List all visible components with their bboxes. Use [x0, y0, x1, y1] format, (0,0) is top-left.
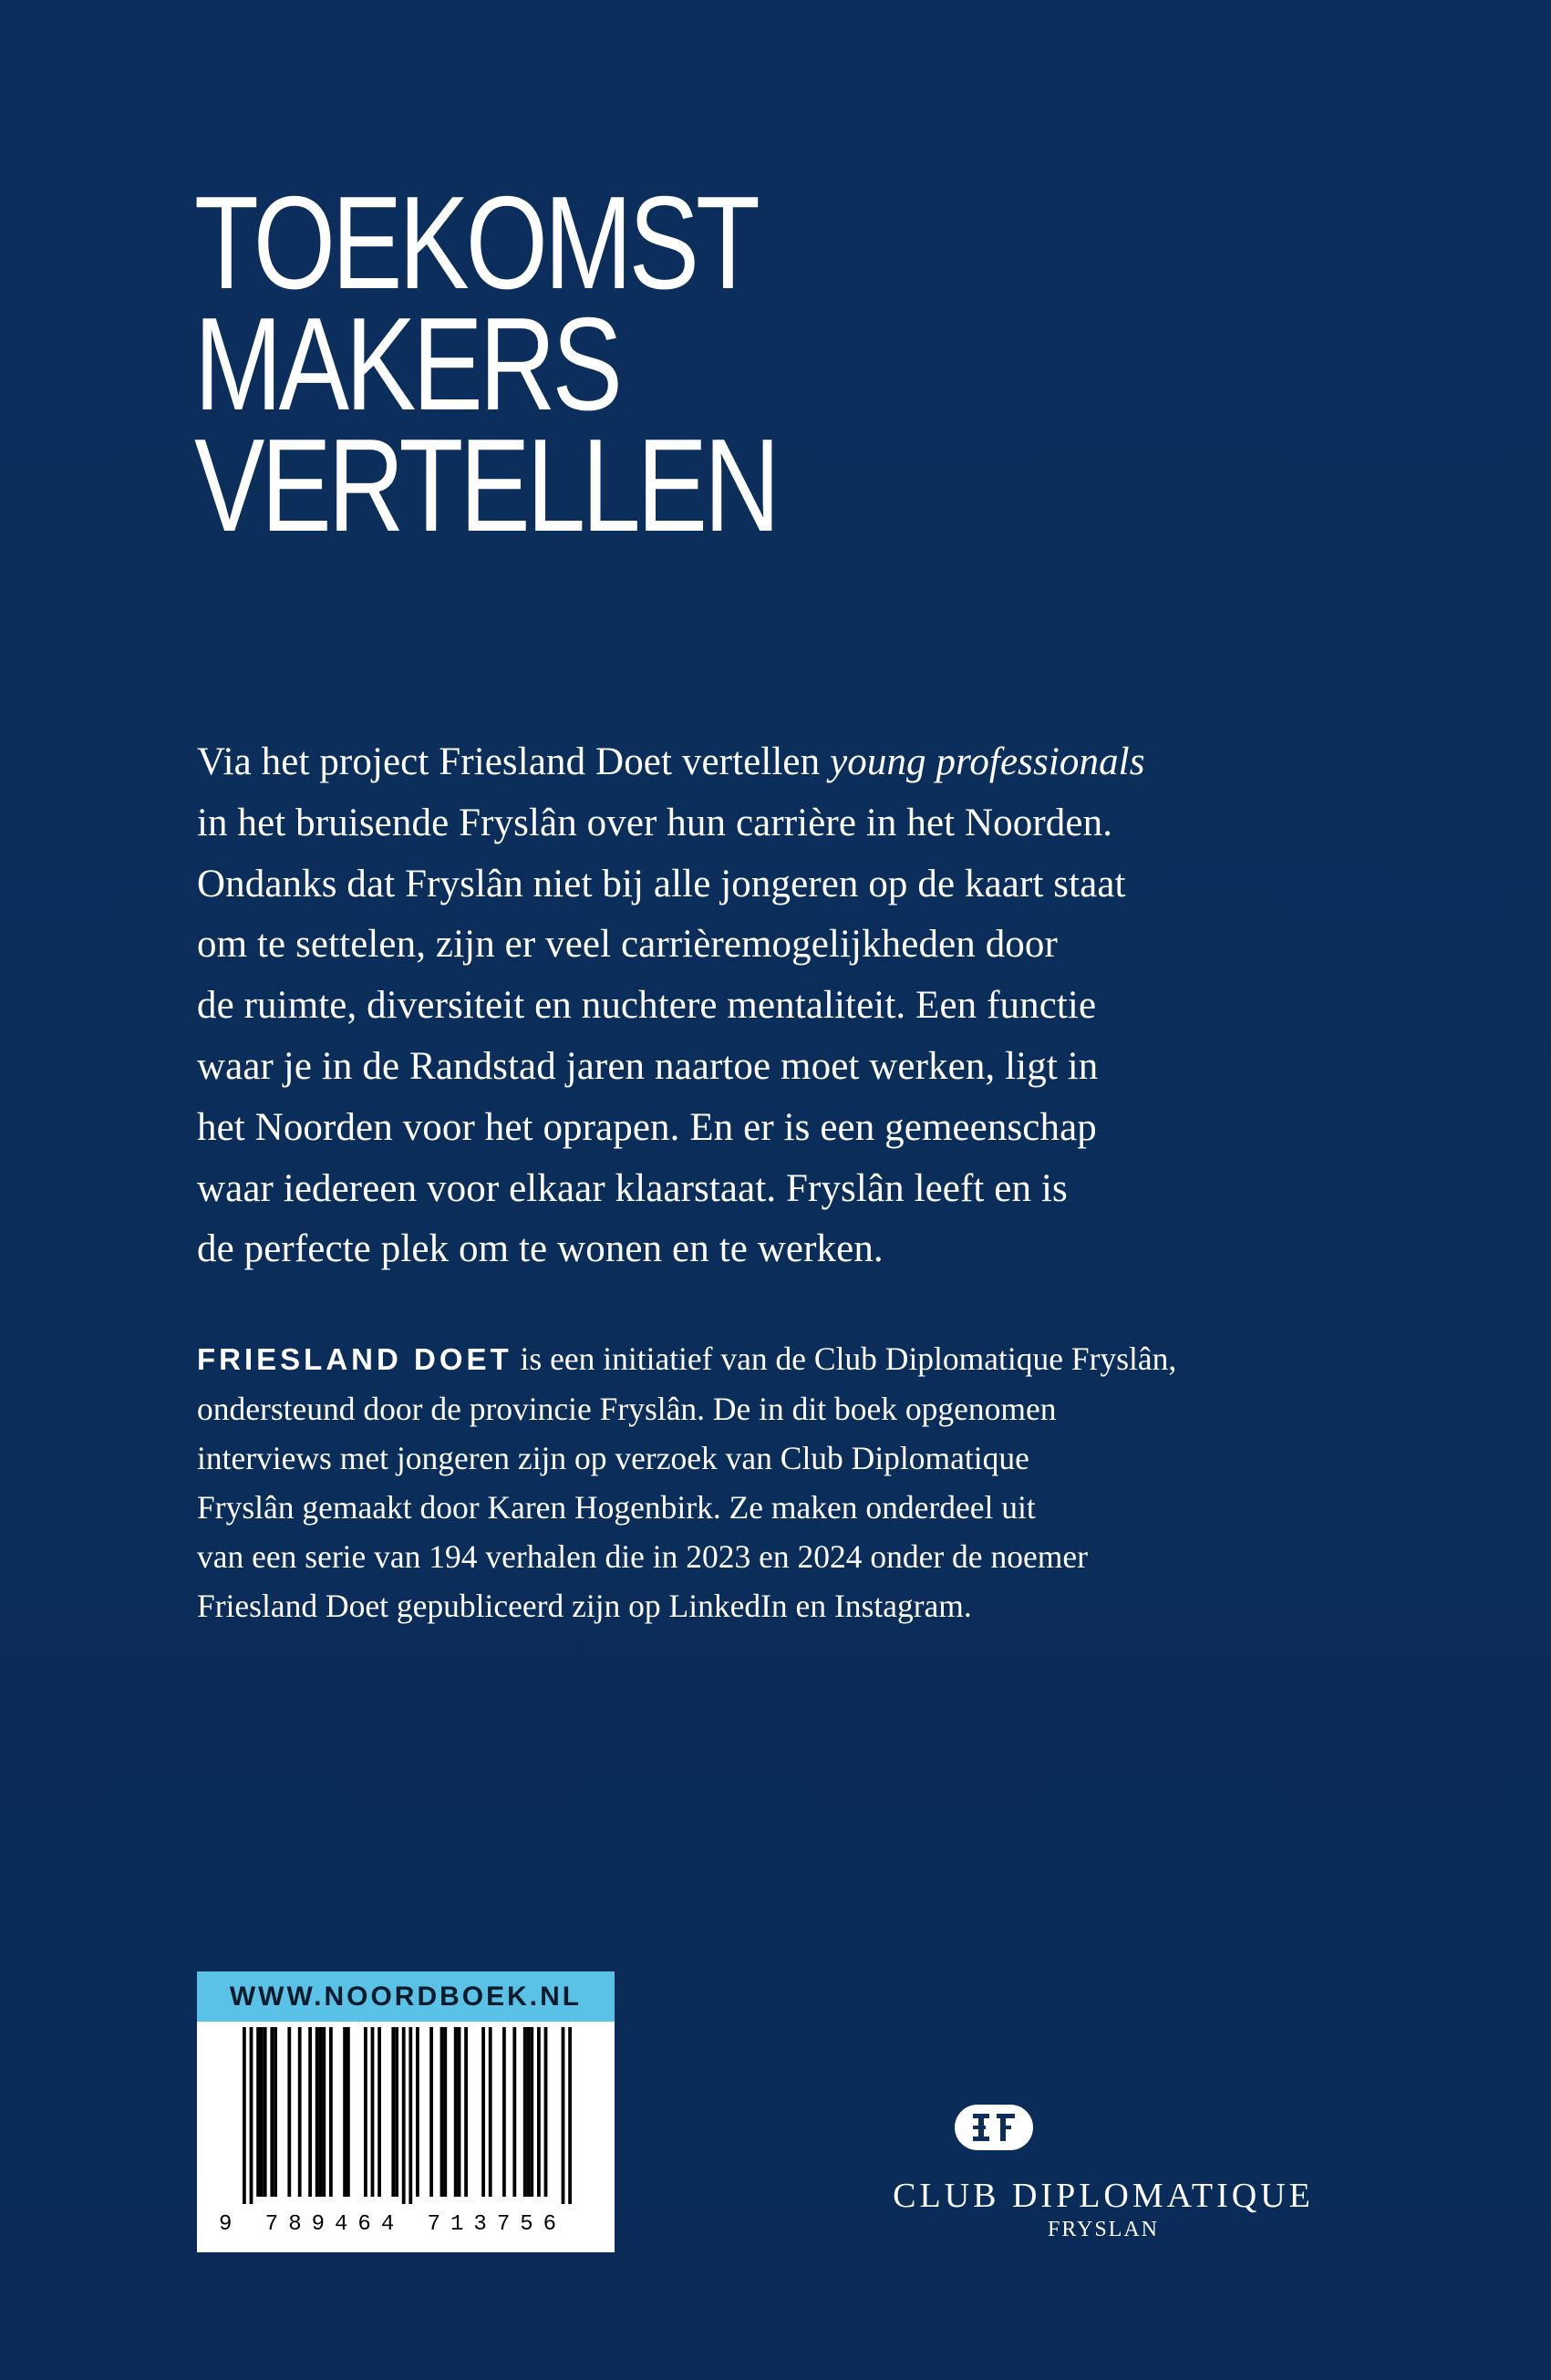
- barcode-bar: [298, 2027, 302, 2197]
- about-line: Friesland Doet gepubliceerd zijn op LinkedIn en Instagram.: [197, 1588, 972, 1624]
- italic-phrase: young professionals: [830, 740, 1145, 783]
- barcode-bar: [364, 2027, 367, 2197]
- barcode-bar: [408, 2027, 412, 2204]
- title-line: VERTELLEN: [194, 411, 777, 559]
- about-line: interviews met jongeren zijn op verzoek van Club Diplomatique: [197, 1440, 1029, 1476]
- barcode-bar: [315, 2027, 319, 2197]
- barcode-bar: [454, 2027, 458, 2197]
- blurb-line: om te settelen, zijn er veel carrièremogelijkheden door: [197, 923, 1058, 967]
- barcode-bar: [329, 2027, 333, 2197]
- cf-monogram-icon: [953, 2103, 1035, 2152]
- title-line: MAKERS: [194, 290, 619, 438]
- barcode-bar: [464, 2027, 468, 2197]
- barcode-bar: [243, 2027, 246, 2204]
- barcode-bar: [502, 2027, 506, 2197]
- barcode-bar: [322, 2027, 326, 2197]
- barcode-bar: [489, 2027, 492, 2197]
- barcode-bar: [391, 2027, 395, 2197]
- isbn-digits: 9 789464 713756: [219, 2212, 567, 2237]
- blurb-line: in het bruisende Fryslân over hun carrière in het Noorden.: [197, 801, 1113, 844]
- barcode-bar: [443, 2027, 447, 2197]
- barcode-bar: [377, 2027, 381, 2197]
- barcode-bar: [395, 2027, 398, 2197]
- blurb-line: waar iedereen voor elkaar klaarstaat. Fryslân leeft en is: [197, 1166, 1068, 1210]
- barcode-bar: [440, 2027, 444, 2197]
- about-paragraph: [197, 1334, 1364, 1630]
- barcode-bar: [270, 2027, 274, 2197]
- barcode-bar: [308, 2027, 312, 2197]
- publisher-url: WWW.NOORDBOEK.NL: [197, 1971, 615, 2022]
- blurb-line: Ondanks dat Fryslân niet bij alle jongeren op de kaart staat: [197, 862, 1126, 905]
- barcode-bar: [523, 2027, 527, 2197]
- about-line: Fryslân gemaakt door Karen Hogenbirk. Ze maken onderdeel uit: [197, 1489, 1036, 1526]
- title-line: TOEKOMST: [194, 169, 757, 316]
- blurb-line: waar je in de Randstad jaren naartoe moet werken, ligt in: [197, 1044, 1099, 1088]
- barcode-bar: [429, 2027, 433, 2197]
- barcode-bar: [343, 2027, 346, 2197]
- barcode-bar: [544, 2027, 548, 2197]
- logo-subtitle: FRYSLAN: [1047, 2218, 1160, 2241]
- about-line: FRIESLAND DOET is een initiatief van de Club Diplomatique Fryslân,: [197, 1340, 1177, 1377]
- barcode-bar: [562, 2027, 565, 2204]
- about-line: van een serie van 194 verhalen die in 2023 en 2024 onder de noemer: [197, 1538, 1088, 1575]
- barcode-bar: [512, 2027, 516, 2197]
- barcode-bar: [537, 2027, 541, 2197]
- barcode-bars: [197, 2022, 615, 2204]
- blurb-line: de perfecte plek om te wonen en te werken.: [197, 1227, 884, 1271]
- barcode-bar: [527, 2027, 531, 2197]
- barcode-bar: [346, 2027, 350, 2197]
- blurb-line: Via het project Friesland Doet vertellen young professionals: [197, 740, 1145, 783]
- barcode-bar: [264, 2027, 267, 2197]
- about-line: ondersteund door de provincie Fryslân. De in dit boek opgenomen: [197, 1391, 1057, 1427]
- barcode-bar: [568, 2027, 572, 2204]
- barcode-bar: [416, 2027, 419, 2197]
- club-diplomatique-logo: [857, 2103, 1349, 2240]
- barcode-bar: [256, 2027, 260, 2197]
- blurb-paragraph: [197, 732, 1373, 1280]
- brand-name: FRIESLAND DOET: [197, 1342, 512, 1376]
- barcode-bar: [481, 2027, 485, 2197]
- barcode-bar: [250, 2027, 253, 2204]
- barcode-bar: [458, 2027, 461, 2197]
- barcode-bar: [402, 2027, 406, 2204]
- barcode-bar: [287, 2027, 291, 2197]
- barcode-bar: [274, 2027, 277, 2197]
- logo-name: CLUB DIPLOMATIQUE: [893, 2177, 1314, 2215]
- barcode-bar: [371, 2027, 375, 2197]
- isbn-barcode: [197, 1971, 615, 2252]
- barcode-bar: [260, 2027, 264, 2197]
- barcode-bar: [530, 2027, 533, 2197]
- blurb-line: de ruimte, diversiteit en nuchtere mentaliteit. Een functie: [197, 984, 1097, 1028]
- blurb-line: het Noorden voor het oprapen. En er is een gemeenschap: [197, 1105, 1097, 1149]
- barcode-bar: [319, 2027, 323, 2197]
- cover-title: [194, 169, 777, 559]
